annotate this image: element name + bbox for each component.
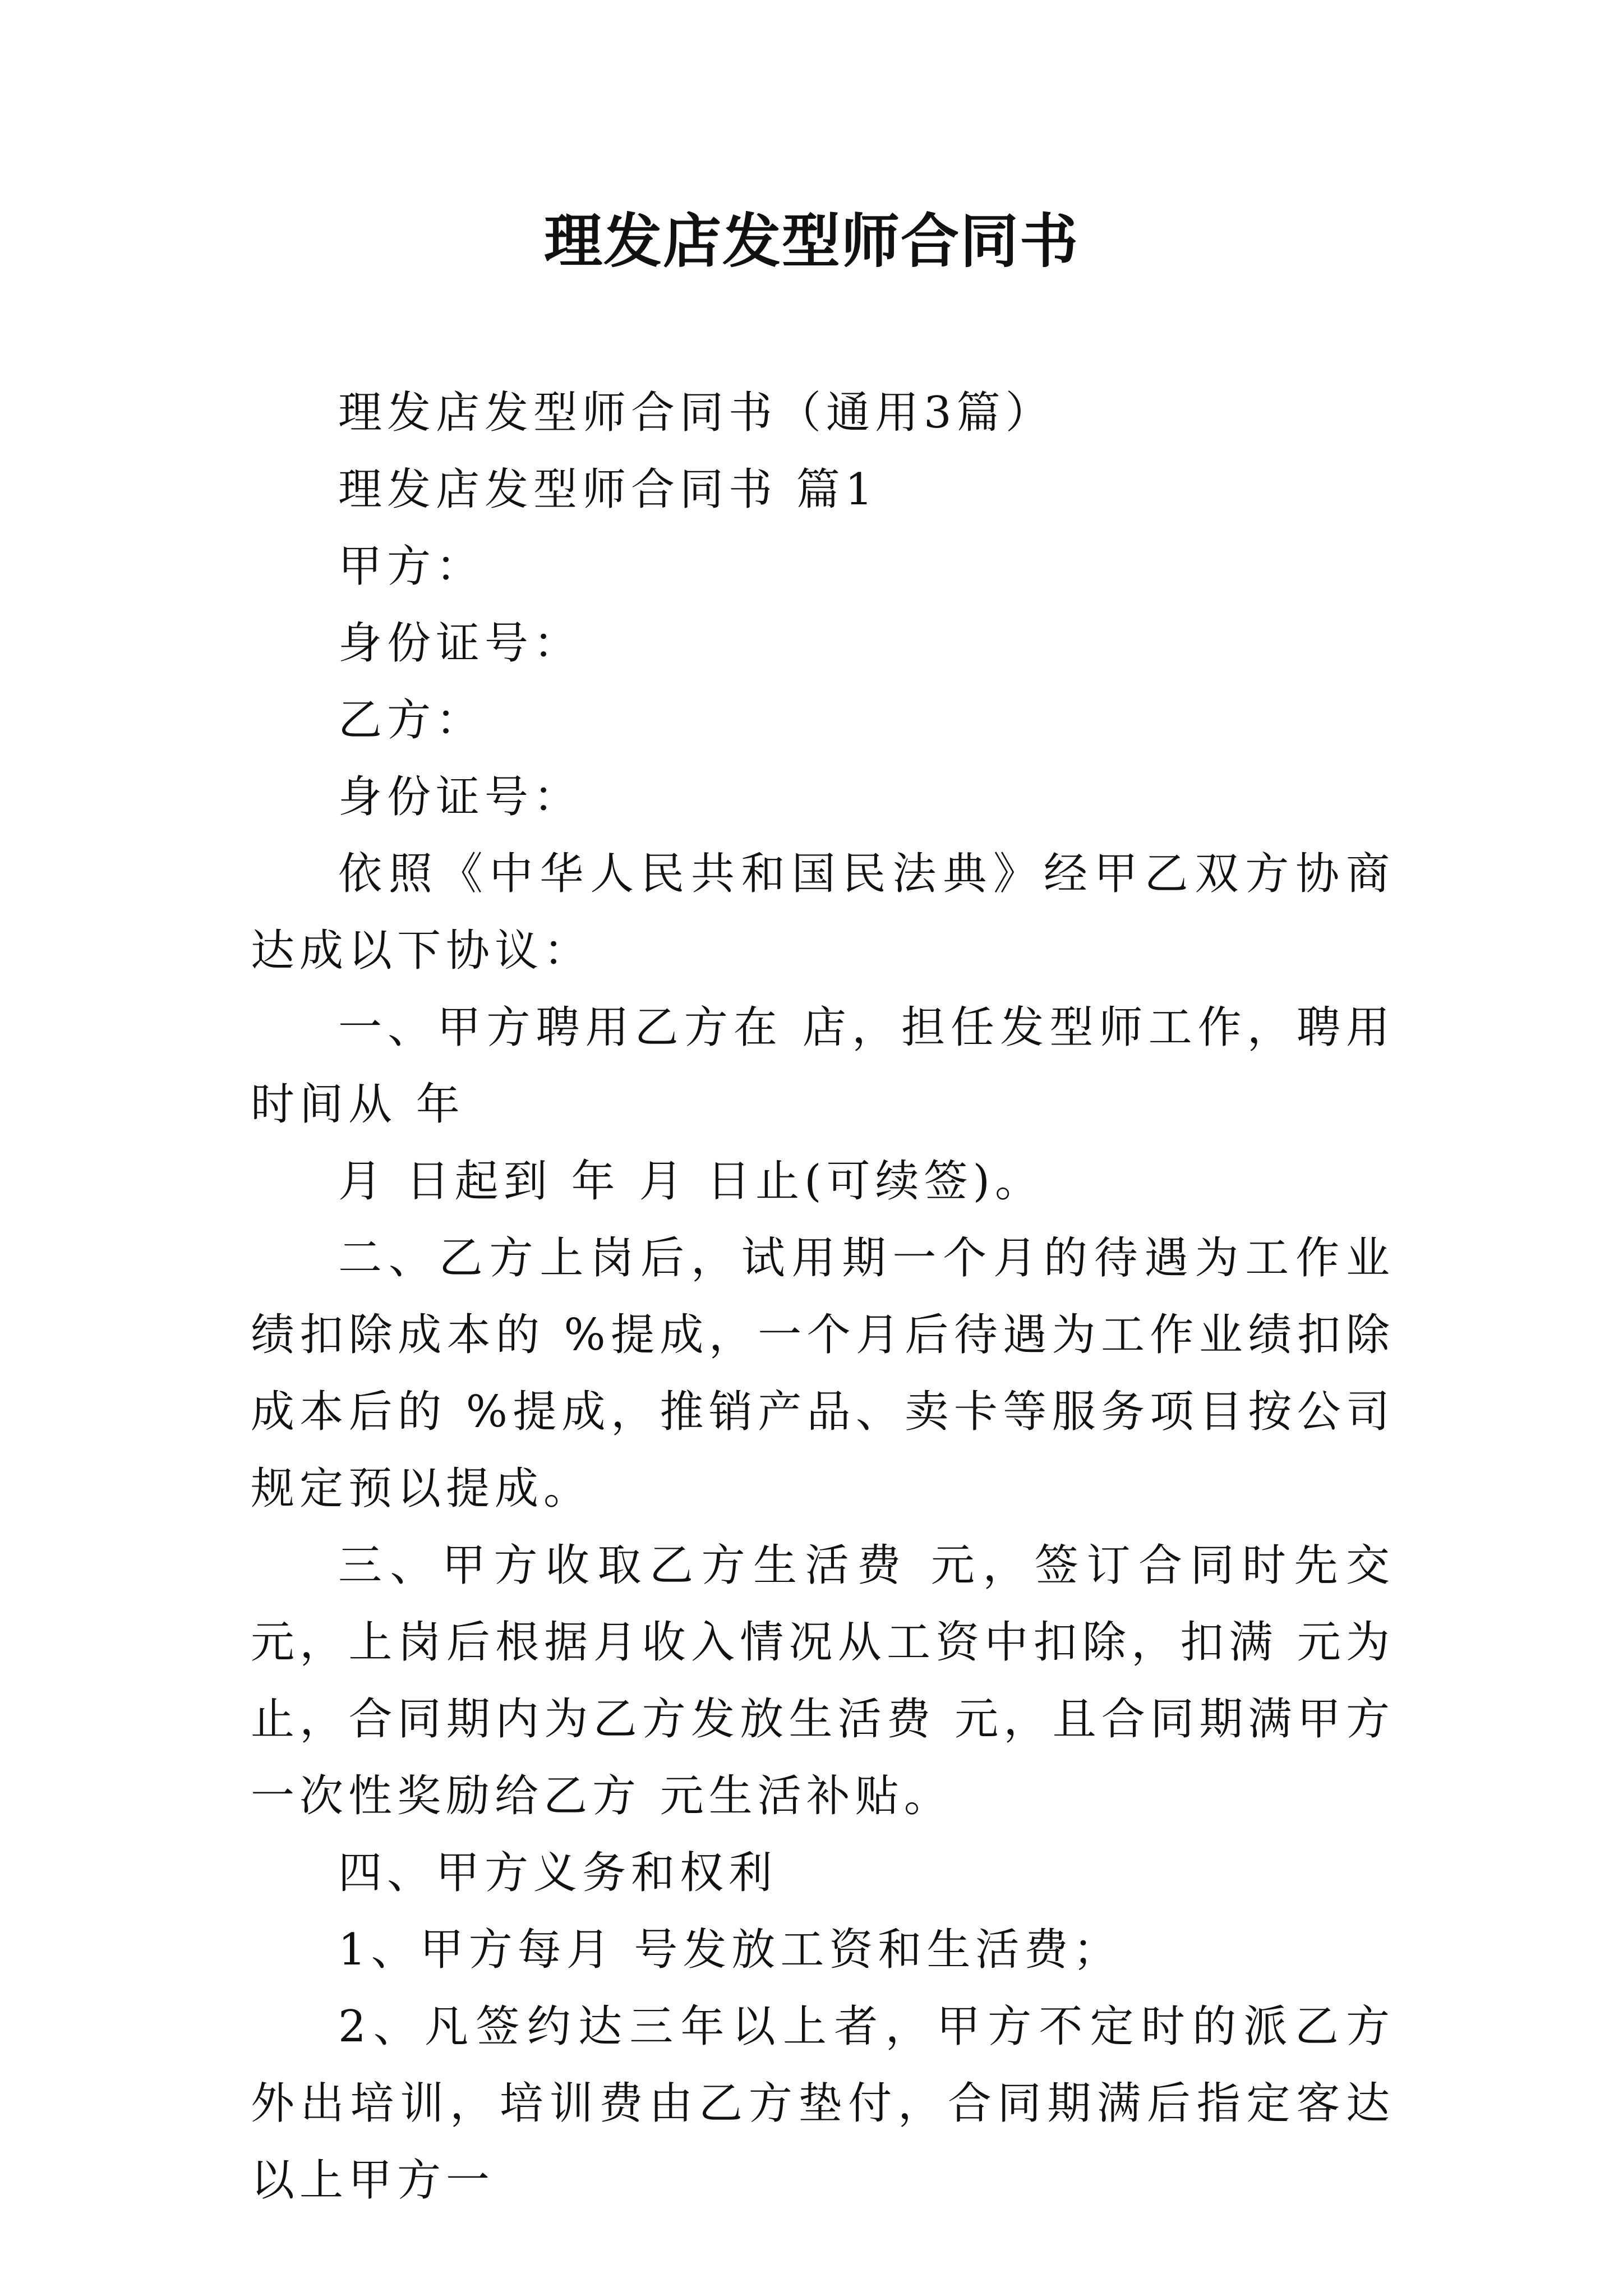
paragraph-clause-4-1: 1、甲方每月 号发放工资和生活费； <box>338 1925 1122 1975</box>
paragraph-clause-1: 一、甲方聘用乙方在 店，担任发型师工作，聘用时间从 年 <box>251 1002 1395 1130</box>
paragraph-basis: 依照《中华人民共和国民法典》经甲乙双方协商达成以下协议： <box>251 849 1395 976</box>
paragraph-clause-4-2: 2、凡签约达三年以上者，甲方不定时的派乙方外出培训，培训费由乙方垫付，合同期满后指定客达 以上甲方一 <box>251 2001 1395 2206</box>
paragraph-clause-4: 四、甲方义务和权利 <box>338 1848 778 1898</box>
paragraph-party-b: 乙方： <box>338 695 485 746</box>
paragraph-party-a-id: 身份证号： <box>338 618 583 669</box>
paragraph-party-a: 甲方： <box>338 541 485 592</box>
paragraph-party-b-id: 身份证号： <box>338 772 583 822</box>
paragraph-clause-3: 三、甲方收取乙方生活费 元，签订合同时先交 元，上岗后根据月收入情况从工资中扣除，扣满 元为止，合同期内为乙方发放生活费 元，且合同期满甲方一次性奖励给乙方 元生活补贴。 <box>251 1540 1395 1821</box>
paragraph-clause-2: 二、乙方上岗后，试用期一个月的待遇为工作业绩扣除成本的 %提成，一个月后待遇为工作业绩扣除成本后的 %提成，推销产品、卖卡等服务项目按公司规定预以提成。 <box>251 1233 1395 1514</box>
paragraph-section-title: 理发店发型师合同书 篇1 <box>338 464 878 515</box>
paragraph-heading: 理发店发型师合同书（通用3篇） <box>338 388 1054 438</box>
paragraph-clause-1-dates: 月 日起到 年 月 日止(可续签)。 <box>338 1156 1044 1207</box>
document-title: 理发店发型师合同书 <box>543 206 1079 275</box>
document-body <box>251 375 1395 2219</box>
